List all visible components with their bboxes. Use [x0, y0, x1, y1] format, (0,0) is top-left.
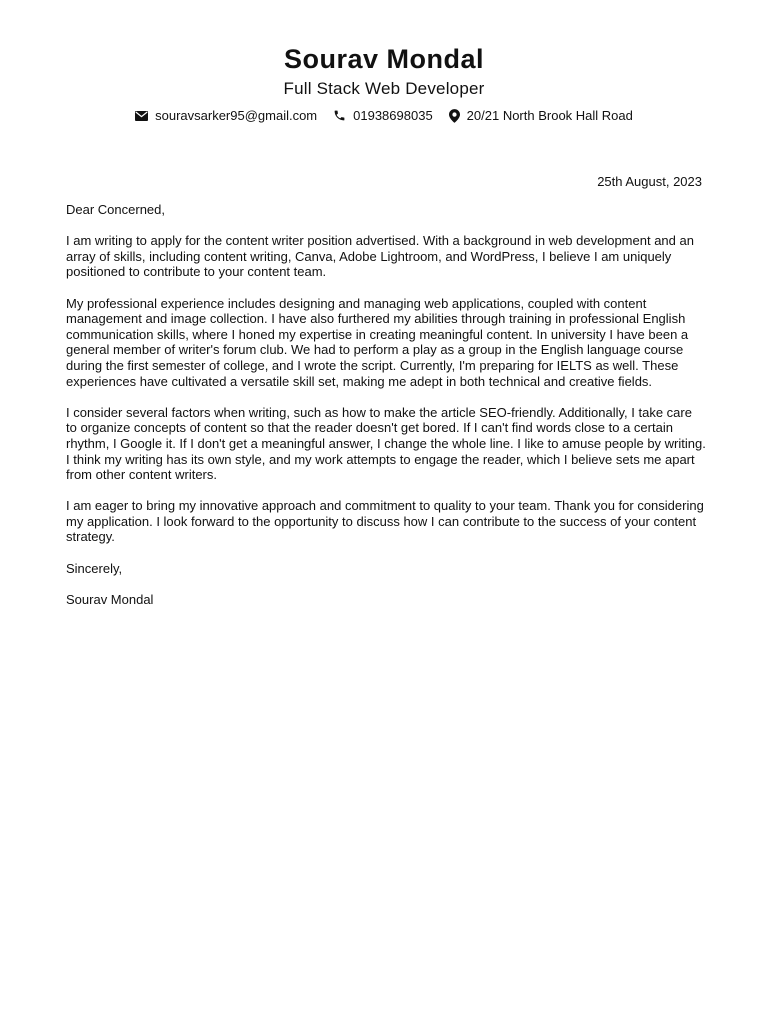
signature-name: Sourav Mondal [66, 591, 154, 607]
paragraph-writing-approach: I consider several factors when writing, such as how to make the article SEO-friendly. Additionally, I take care to organize concepts of content so that the reader doesn't get bored. If I can't find words close to a certain rhythm, I Google it. If I don't get a meaningful answer, I change the whole line. I like to amuse people by writing. I think my writing has its own style, and my work attempts to engage the reader, which I believe sets me apart from other content writers. [66, 404, 706, 483]
salutation: Dear Concerned, [66, 202, 165, 217]
closing: Sincerely, [66, 560, 123, 576]
contact-line [0, 108, 768, 123]
paragraph-intro: I am writing to apply for the content writer position advertised. With a background in web development and an array of skills, including content writing, Canva, Adobe Lightroom, and WordPress, I believe I am uniquely positioned to contribute to your content team. [66, 233, 694, 280]
contact-phone [333, 108, 433, 123]
envelope-icon [135, 111, 148, 121]
email-text: souravsarker95@gmail.com [155, 108, 318, 123]
letter-date: 25th August, 2023 [597, 174, 702, 189]
phone-text: 01938698035 [353, 108, 433, 123]
applicant-title: Full Stack Web Developer [283, 79, 485, 98]
contact-email [135, 108, 317, 123]
address-text: 20/21 North Brook Hall Road [466, 108, 633, 123]
paragraph-conclusion: I am eager to bring my innovative approach and commitment to quality to your team. Thank you for considering my application. I look forward to the opportunity to discuss how I can contribute to the success of your content strategy. [66, 498, 704, 545]
phone-icon [333, 109, 346, 122]
contact-address [449, 108, 633, 123]
paragraph-experience: My professional experience includes designing and managing web applications, coupled with content management and image collection. I have also furthered my abilities through training in professional English communication skills, where I honed my expertise in creating meaningful content. In university I have been a general member of writer's forum club. We had to perform a play as a group in the English language course during the first semester of college, and I wrote the script. Currently, I'm preparing for IELTS as well. These experiences have cultivated a versatile skill set, making me adept in both technical and creative fields. [66, 295, 689, 389]
location-pin-icon [449, 109, 460, 123]
applicant-name: Sourav Mondal [283, 44, 485, 74]
letter-body [66, 202, 706, 623]
